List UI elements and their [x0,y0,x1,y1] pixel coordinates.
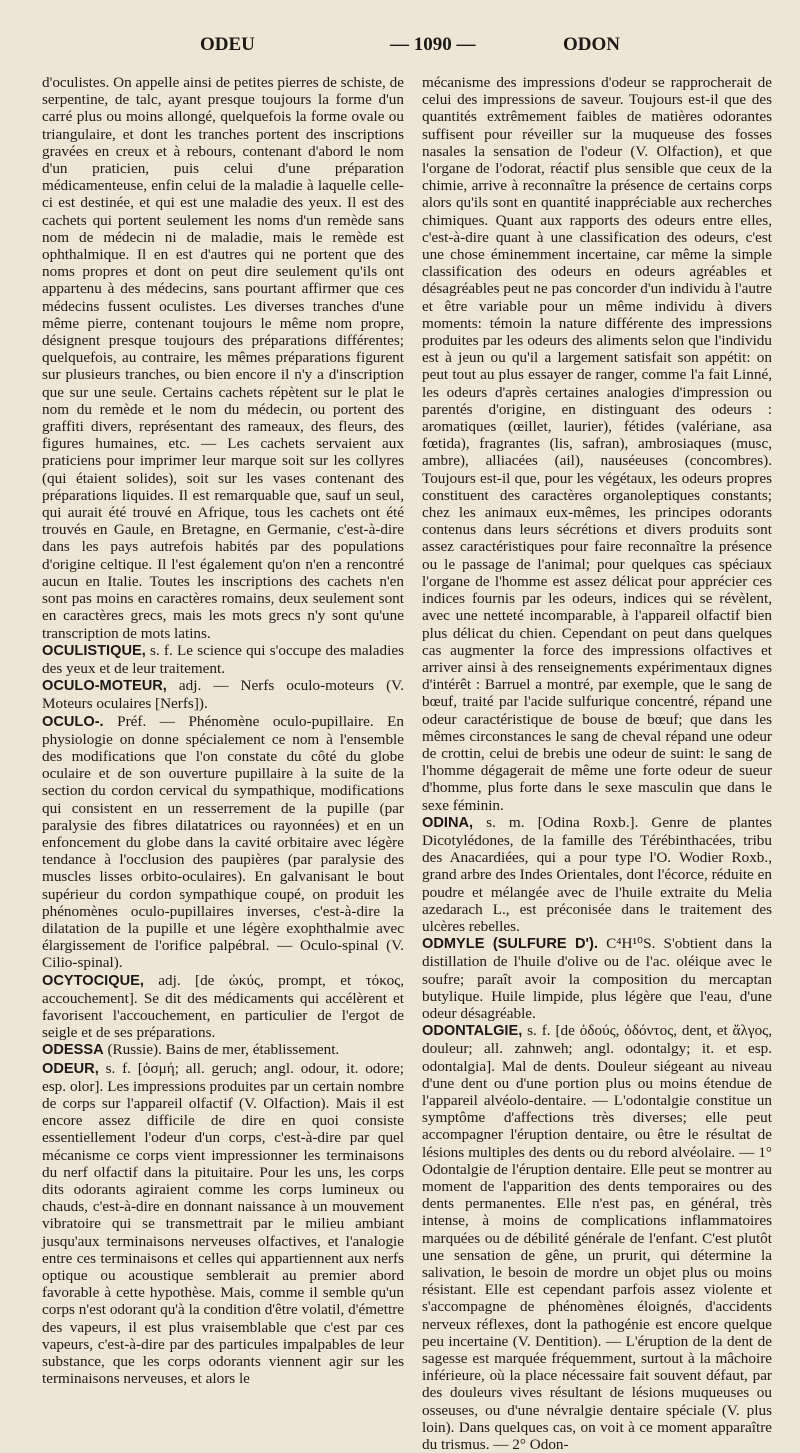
dictionary-entry [42,1060,404,1388]
entry-headword: OCULO-MOTEUR, [42,678,167,695]
entry-headword: ODMYLE (SULFURE D'). [422,936,598,953]
dictionary-entry [42,1041,404,1059]
entry-definition: s. f. Le science qui s'occupe des maladies des yeux et de leur traitement. [42,641,404,677]
dictionary-entry [422,814,772,935]
entry-definition: adj. — Nerfs oculo-moteurs (V. Moteurs oculaires [Nerfs]). [42,677,404,713]
header-right-word: ODON [563,34,620,55]
dictionary-entry [422,935,772,1022]
entry-definition: adj. [de ὠκύς, prompt, et τόκος, accouchement]. Se dit des médicaments qui accélèrent et favorisent l'accouchement, en particulier de l'ergot de seigle et de ses préparations. [42,971,404,1042]
dictionary-entry [42,642,404,677]
continued-text: d'oculistes. On appelle ainsi de petites pierres de schiste, de serpentine, de talc, ayant presque toujours la forme d'un carré plus ou moins allongé, quelquefois la forme ovale ou triangulaire, et dont les tranches portent des inscriptions gravées en creux et à rebours, contenant d'abord le nom d'un praticien, puis celui d'une préparation médicamenteuse, enfin celui de la maladie à laquelle celle-ci est destinée, et qui est une maladie des yeux. Il est des cachets qui portent seulement les noms d'un remède sans nom de médecin ni de maladie, mais le remède est ophthalmique. Il en est d'autres qui ne portent que des noms propres et dont on peut dire seulement qu'ils ont appartenu à des médecins, sans pourtant affirmer que ces médecins fussent oculistes. Les diverses tranches d'une même pierre, contenant toujours le même nom propre, désignent presque toujours des préparations différentes; quelquefois, au contraire, les mêmes préparations figurent sur plusieurs tranches, ou bien encore il n'y a d'inscription que sur une seule. Certains cachets répètent sur le plat le nom du remède et le nom du médecin, ou portent des graffiti divers, représentant des rameaux, des fleurs, des figures humaines, etc. — Les cachets servaient aux praticiens pour imprimer leur marque soit sur les collyres (qui étaient solides), soit sur les vases contenant des préparations liquides. Il est remarquable que, sauf un seul, qui aurait été trouvé en Afrique, tous les cachets ont été trouvés en Gaule, en Bretagne, en Germanie, c'est-à-dire dans les pays autrefois habités par des populations d'origine celtique. Il l'est également qu'on n'en a rencontré aucun en Italie. Toutes les inscriptions des cachets n'en sont pas moins en caractères romains, deux seulement sont en caractères grecs, mais les mots grecs n'y sont qu'une transcription de mots latins. [42,74,404,642]
continued-text: mécanisme des impressions d'odeur se rapprocherait de celui des impressions de saveur. Toujours est-il que des quantités extrêmement faibles de matières odorantes suffisent pour réveiller sur la muqueuse des fosses nasales la sensation de l'odeur (V. Olfaction), et que l'organe de l'odorat, réactif plus sensible que ceux de la chimie, arrive à reconnaître la présence de certains corps alors qu'ils sont en quantité inappréciable aux recherches chimiques. Quant aux rapports des odeurs entre elles, c'est-à-dire quant à une classification des odeurs, c'est une chose éminemment incertaine, car même la simple classification des odeurs en odeurs agréables et désagréables peut ne pas concorder d'un individu à l'autre et être variable pour un même individu à divers moments: témoin la nature différente des impressions produites par les odeurs des aliments selon que l'individu est à jeun ou qu'il a largement satisfait son appétit: on peut tout au plus essayer de ranger, comme l'a fait Linné, les odeurs d'après certaines analogies d'impression ou parentés d'origine, en distinguant des odeurs : aromatiques (œillet, laurier), fétides (valériane, asa fœtida), fragrantes (lis, safran), ambrosiaques (musc, ambre), alliacées (ail), nauséeuses (concombres). Toujours est-il que, pour les végétaux, les odeurs propres constituent des caractères organoleptiques constants; chez les animaux eux-mêmes, les principes odorants contenus dans leurs sécrétions et divers produits sont assez caractéristiques pour faire reconnaître la présence ou le passage de l'animal; pour quelques cas spéciaux l'organe de l'homme est assez délicat pour apprécier ces indices fournis par les odeurs, indices qui se révèlent, avec une netteté incomparable, à l'appareil olfactif bien plus délicat du chien. Cependant on peut dans quelques cas augmenter la force des impressions olfactives et arriver ainsi à des renseignements expérimentaux dignes d'intérêt : Barruel a montré, par exemple, que le sang de bœuf, traité par l'acide sulfurique concentré, répand une odeur caractéristique de bouse de bœuf; que dans les mêmes circonstances le sang de cheval répand une odeur de crottin, celui de brebis une odeur de suint: le sang de l'homme dégagerait de même une forte odeur de sueur d'homme, plus forte dans le sexe masculin que dans le sexe féminin. [422,74,772,814]
dictionary-entry [42,713,404,972]
header-left-word: ODEU [200,34,255,55]
dictionary-entry [422,1022,772,1453]
running-header [30,34,770,60]
entry-headword: ODONTALGIE, [422,1023,523,1040]
entry-headword: OCYTOCIQUE, [42,972,144,989]
entry-definition: (Russie). Bains de mer, établissement. [103,1041,340,1059]
right-column [422,74,772,1453]
entry-headword: OCULO-. [42,713,104,730]
entry-headword: ODESSA [42,1042,104,1059]
entry-headword: OCULISTIQUE, [42,642,146,659]
entry-headword: ODINA, [422,814,474,831]
left-column [42,74,404,1388]
entry-headword: ODEUR, [42,1060,99,1077]
dictionary-entry [42,972,404,1042]
page-number: — 1090 — [390,34,476,55]
entry-definition: s. f. [de ὀδούς, ὀδόντος, dent, et ἄλγος, douleur; all. zahnweh; angl. odontalgy; it. et esp. odontalgia]. Mal de dents. Douleur siégeant au niveau d'une dent ou d'une portion plus ou moins étendue de l'appareil alvéolo-dentaire. — L'odontalgie constitue un symptôme d'affections très diverses; elle peut accompagner l'éruption dentaire, ou être le résultat de lésions multiples des dents ou du rebord alvéolaire. — 1° Odontalgie de l'éruption dentaire. Elle peut se montrer au moment de l'apparition des dents temporaires ou des dents permanentes. Elle n'est pas, en général, très intense, à moins de complications inflammatoires marquées ou de débilité générale de l'enfant. C'est plutôt une sensation de gêne, un prurit, qui détermine la salivation, le besoin de mordre un objet plus ou moins résistant. Elle est cependant parfois assez violente et s'accompagne de phénomènes éloignés, d'accidents nerveux réflexes, dont la pathogénie est encore quelque peu incertaine (V. Dentition). — L'éruption de la dent de sagesse est marquée fréquemment, surtout à la mâchoire inférieure, où la place nécessaire fait souvent défaut, par des douleurs vives résultant de lésions muqueuses ou osseuses, ou d'une névralgie dentaire spéciale (V. plus loin). Dans quelques cas, on voit à ce moment apparaître du trismus. — 2° Odon- [422,1022,772,1453]
entry-definition: s. f. [ὀσμή; all. geruch; angl. odour, it. odore; esp. olor]. Les impressions produites par un certain nombre de corps sur l'appareil olfactif (V. Olfaction). Mais il est encore assez difficile de dire en quoi consiste essentiellement l'odeur d'un corps, c'est-à-dire par quel mécanisme ce corps vient impressionner les terminaisons du nerf olfactif dans la pituitaire. Pour les uns, les corps dits odorants agiraient comme les corps lumineux ou chauds, c'est-à-dire en donnant naissance à un mouvement vibratoire qui se transmettrait par le milieu ambiant jusqu'aux terminaisons nerveuses olfactives, et l'analogie entre ces terminaisons et celles qui appartiennent aux nerfs optique ou acoustique semblerait au premier abord favorable à cette hypothèse. Mais, comme il semble qu'un corps n'est odorant qu'à la condition d'être volatil, d'émettre des vapeurs, il est plus vraisemblable que c'est par ces vapeurs, c'est-à-dire par des particules impalpables de leur substance, que les corps odorants viennent agir sur les terminaisons nerveuses, et alors le [42,1059,404,1388]
entry-definition: C⁴H¹⁰S. S'obtient dans la distillation de l'huile d'olive ou de l'ac. oléique avec le soufre; paraît avoir la composition du mercaptan butylique. Huile limpide, plus légère que l'eau, d'une odeur désagréable. [422,935,772,1022]
entry-definition: s. m. [Odina Roxb.]. Genre de plantes Dicotylédones, de la famille des Térébinthacées, tribu des Anacardiées, qui a pour type l'O. Wodier Roxb., grand arbre des Indes Orientales, dont l'écorce, réduite en poudre et mélangée avec de l'huile extraite du Melia azedarach L., est préconisée dans le traitement des ulcères rebelles. [422,813,772,935]
entry-definition: Préf. — Phénomène oculo-pupillaire. En physiologie on donne spécialement ce nom à l'ensemble des modifications que l'on constate du côté du globe oculaire et de son ouverture pupillaire à la suite de la section du cordon cervical du sympathique, modifications qui consistent en un resserrement de la pupille (par paralysie des fibres dilatatrices ou rayonnées) et en un enfoncement du globe dans la cavité orbitaire avec légère tendance à l'occlusion des paupières (par paralysie des muscles lisses orbito-oculaires). En galvanisant le bout supérieur du cordon sympathique coupé, on produit les phénomènes oculo-pupillaires inverses, c'est-à-dire la dilatation de la pupille et une légère exophthalmie avec élargissement de l'orifice palpébral. — Oculo-spinal (V. Cilio-spinal). [42,712,404,972]
dictionary-entry [42,677,404,712]
